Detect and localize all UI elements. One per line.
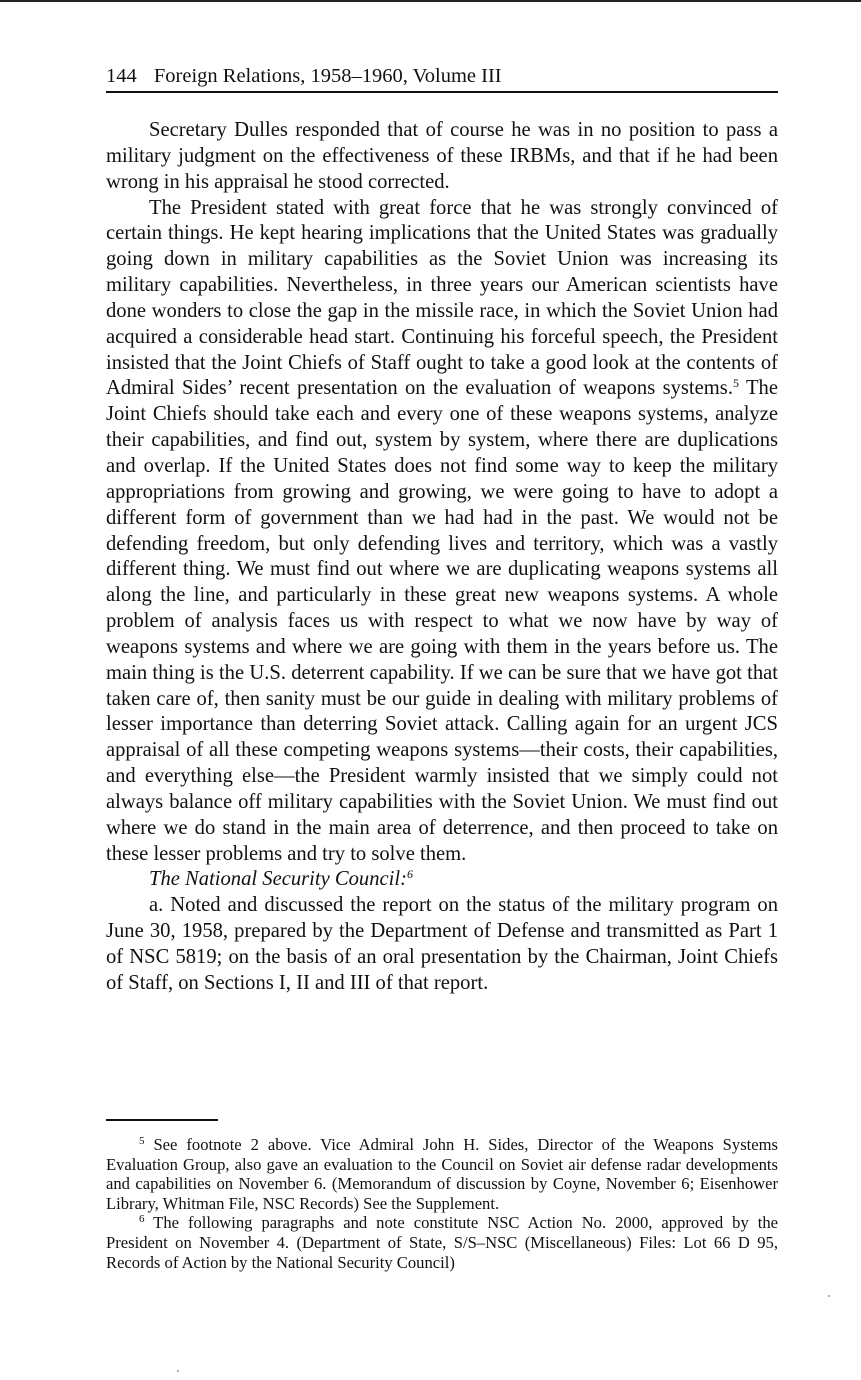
footnote-6 <box>106 1213 778 1272</box>
footnote-rule <box>106 1119 218 1121</box>
footnote-5-text: See footnote 2 above. Vice Admiral John H. Sides, Director of the Weapons Systems Evaluation Group, also gave an evaluation to the Council on Soviet air defense radar developments and capabilities on November 6. (Memorandum of discussion by Coyne, November 6; Eisenhower Library, Whitman File, NSC Records) See the Supplement. <box>106 1135 778 1213</box>
nsc-heading <box>106 867 778 893</box>
header-rule <box>106 91 778 93</box>
paragraph-dulles: Secretary Dulles responded that of course he was in no position to pass a military judgment on the effectiveness of these IRBMs, and that if he had been wrong in his appraisal he stood corrected. <box>106 119 778 193</box>
scan-speck <box>828 1295 830 1297</box>
paragraph-action-a: a. Noted and discussed the report on the status of the military program on June 30, 1958, prepared by the Department of Defense and transmitted as Part 1 of NSC 5819; on the basis of an oral presentation by the Chairman, Joint Chiefs of Staff, on Sections I, II and III of that report. <box>106 894 778 994</box>
footnote-6-number: 6 <box>139 1213 145 1226</box>
paragraph-president-part1: The President stated with great force that he was strongly convinced of certain things. He kept hearing implications that the United States was gradually going down in military capabilities as the Soviet Union was increasing its military capabilities. Nevertheless, in three years our American scientists have done wonders to close the gap in the missile race, in which the Soviet Union had acquired a considerable head start. Continuing his forceful speech, the President insisted that the Joint Chiefs of Staff ought to take a good look at the contents of Admiral Sides’ recent presentation on the evaluation of weapons systems. <box>106 196 778 400</box>
main-text <box>106 118 778 997</box>
footnote-5-number: 5 <box>139 1135 145 1147</box>
footnote-ref-5[interactable]: 5 <box>732 376 739 391</box>
footnote-ref-6[interactable]: 6 <box>406 867 413 882</box>
footnotes <box>106 1135 778 1272</box>
footnote-6-text: The following paragraphs and note constitute NSC Action No. 2000, approved by the President on November 4. (Department of State, S/S–NSC (Miscellaneous) Files: Lot 66 D 95, Records of Action by the National Security Council) <box>106 1213 778 1272</box>
page-number: 144 <box>106 65 137 87</box>
paragraph-president <box>106 196 778 868</box>
running-head <box>106 62 778 90</box>
footnote-5 <box>106 1135 778 1213</box>
scan-top-edge <box>0 0 861 2</box>
scan-speck <box>177 1370 179 1372</box>
paragraph-president-part2: The Joint Chiefs should take each and every one of these weapons systems, analyze their capabilities, and find out, system by system, where there are duplications and overlap. If the United States does not find some way to keep the military appropriations from growing and growing, we were going to have to adopt a different form of government than we had had in the past. We would not be defending freedom, but only defending lives and territory, which was a vastly different thing. We must find out where we are duplicating weapons systems all along the line, and particularly in these great new weapons systems. A whole problem of analysis faces us with respect to what we now have by way of weapons systems and where we are going with them in the years before us. The main thing is the U.S. deterrent capability. If we can be sure that we have got that taken care of, then sanity must be our guide in dealing with military problems of lesser importance than deterring Soviet attack. Calling again for an urgent JCS appraisal of all these competing weapons systems—their costs, their capabilities, and everything else—the President warmly insisted that we simply could not always balance off military capabilities with the Soviet Union. We must find out where we do stand in the main area of deterrence, and then proceed to take on these lesser problems and try to solve them. <box>106 377 778 865</box>
nsc-heading-text: The National Security Council: <box>149 868 407 891</box>
volume-title: Foreign Relations, 1958–1960, Volume III <box>153 65 502 87</box>
